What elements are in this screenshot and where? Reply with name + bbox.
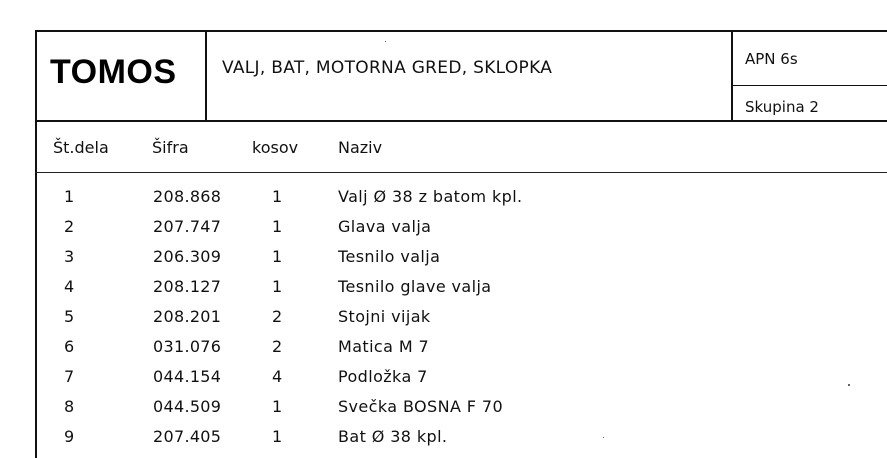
table-row [0, 213, 887, 243]
quantity-cell: 1 [272, 427, 283, 446]
part-number-cell: 9 [64, 427, 75, 446]
title-divider [731, 30, 733, 121]
table-row [0, 273, 887, 303]
column-header-part-number: Št.dela [53, 138, 109, 157]
part-name-cell: Matica M 7 [338, 337, 430, 356]
part-name-cell: Glava valja [338, 217, 432, 236]
part-name-cell: Tesnilo valja [338, 247, 441, 266]
document-code: APN 6s [745, 50, 798, 68]
column-header-quantity: kosov [252, 138, 299, 157]
part-code-cell: 031.076 [153, 337, 222, 356]
part-name-cell: Stojni vijak [338, 307, 431, 326]
code-group-divider [732, 85, 887, 86]
part-code-cell: 208.868 [153, 187, 222, 206]
part-code-cell: 208.201 [153, 307, 222, 326]
part-code-cell: 207.405 [153, 427, 222, 446]
part-number-cell: 8 [64, 397, 75, 416]
quantity-cell: 2 [272, 337, 283, 356]
table-row [0, 183, 887, 213]
part-code-cell: 206.309 [153, 247, 222, 266]
part-code-cell: 044.154 [153, 367, 222, 386]
document-group: Skupina 2 [745, 98, 819, 116]
scan-speck [848, 384, 850, 386]
quantity-cell: 1 [272, 217, 283, 236]
part-number-cell: 7 [64, 367, 75, 386]
part-number-cell: 6 [64, 337, 75, 356]
part-number-cell: 4 [64, 277, 75, 296]
quantity-cell: 1 [272, 247, 283, 266]
frame-top-border [35, 30, 887, 32]
quantity-cell: 4 [272, 367, 283, 386]
part-name-cell: Tesnilo glave valja [338, 277, 492, 296]
part-name-cell: Bat Ø 38 kpl. [338, 427, 448, 446]
part-code-cell: 207.747 [153, 217, 222, 236]
table-row [0, 303, 887, 333]
scan-speck [603, 437, 604, 438]
logo-divider [205, 30, 207, 121]
part-number-cell: 3 [64, 247, 75, 266]
quantity-cell: 1 [272, 277, 283, 296]
part-number-cell: 2 [64, 217, 75, 236]
part-number-cell: 1 [64, 187, 75, 206]
part-code-cell: 208.127 [153, 277, 222, 296]
parts-table-body [0, 183, 887, 453]
table-row [0, 243, 887, 273]
document-title: VALJ, BAT, MOTORNA GRED, SKLOPKA [222, 58, 553, 78]
part-name-cell: Valj Ø 38 z batom kpl. [338, 187, 523, 206]
column-header-name: Naziv [338, 138, 383, 157]
part-name-cell: Podložka 7 [338, 367, 428, 386]
quantity-cell: 2 [272, 307, 283, 326]
quantity-cell: 1 [272, 187, 283, 206]
column-header-code: Šifra [152, 138, 189, 157]
scan-speck [385, 41, 386, 42]
table-row [0, 393, 887, 423]
quantity-cell: 1 [272, 397, 283, 416]
part-name-cell: Svečka BOSNA F 70 [338, 397, 504, 416]
company-logo: TOMOS [50, 53, 177, 91]
table-row [0, 363, 887, 393]
column-header-divider [35, 172, 887, 173]
table-row [0, 423, 887, 453]
header-bottom-border [35, 120, 887, 122]
part-number-cell: 5 [64, 307, 75, 326]
table-row [0, 333, 887, 363]
part-code-cell: 044.509 [153, 397, 222, 416]
